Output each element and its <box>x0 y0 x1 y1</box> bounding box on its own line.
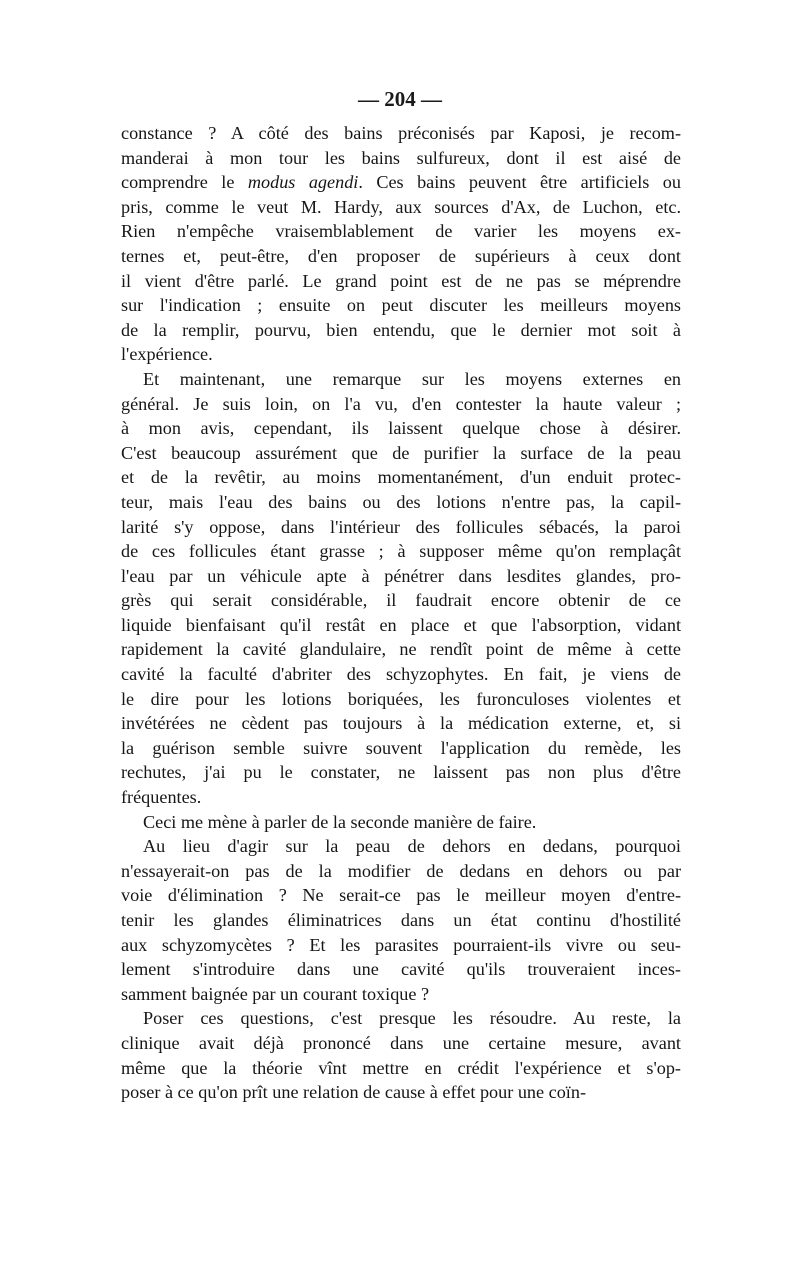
text-line: samment baignée par un courant toxique ? <box>121 983 430 1004</box>
text-line: général. Je suis loin, on l'a vu, d'en contester la haute valeur ; <box>121 393 681 414</box>
text-line: fréquentes. <box>121 787 202 808</box>
text-line: voie d'élimination ? Ne serait-ce pas le meilleur moyen d'entre- <box>121 885 681 906</box>
text-line: manderai à mon tour les bains sulfureux, dont il est aisé de <box>121 147 681 168</box>
text-line: grès qui serait considérable, il faudrait encore obtenir de ce <box>121 590 681 611</box>
text-line: larité s'y oppose, dans l'intérieur des follicules sébacés, la paroi <box>121 516 681 537</box>
text-line: la guérison semble suivre souvent l'application du remède, les <box>121 737 681 758</box>
paragraph <box>121 121 681 367</box>
text-line: pris, comme le veut M. Hardy, aux sources d'Ax, de Luchon, etc. <box>121 196 681 217</box>
text-line: l'eau par un véhicule apte à pénétrer dans lesdites glandes, pro- <box>121 565 681 586</box>
paragraph <box>121 810 681 835</box>
paragraph <box>121 367 681 810</box>
text-line: l'expérience. <box>121 344 213 365</box>
text-line: de la remplir, pourvu, bien entendu, que le dernier mot soit à <box>121 319 681 340</box>
text-line: comprendre le modus agendi. Ces bains peuvent être artificiels ou <box>121 172 681 193</box>
italic-phrase: modus agendi <box>247 172 359 193</box>
text-line: même que la théorie vînt mettre en crédit l'expérience et s'op- <box>121 1057 681 1078</box>
paragraph <box>121 1006 681 1104</box>
text-line: Et maintenant, une remarque sur les moyens externes en <box>143 368 681 389</box>
text-line: Ceci me mène à parler de la seconde manière de faire. <box>143 811 537 832</box>
text-line: n'essayerait-on pas de la modifier de dedans en dehors ou par <box>121 860 681 881</box>
text-line: poser à ce qu'on prît une relation de cause à effet pour une coïn- <box>121 1082 587 1103</box>
text-line: cavité la faculté d'abriter des schyzophytes. En fait, je viens de <box>121 664 681 685</box>
text-line: à mon avis, cependant, ils laissent quelque chose à désirer. <box>121 418 681 439</box>
text-line: rechutes, j'ai pu le constater, ne laissent pas non plus d'être <box>121 762 681 783</box>
text-line: tenir les glandes éliminatrices dans un état continu d'hostilité <box>121 910 681 930</box>
text-line: clinique avait déjà prononcé dans une certaine mesure, avant <box>121 1032 681 1053</box>
paragraph <box>121 834 681 1006</box>
text-line: aux schyzomycètes ? Et les parasites pourraient-ils vivre ou seu- <box>121 934 681 955</box>
text-line: liquide bienfaisant qu'il restât en place et que l'absorption, vidant <box>121 614 681 635</box>
text-line: Au lieu d'agir sur la peau de dehors en dedans, pourquoi <box>143 836 681 857</box>
text-line: teur, mais l'eau des bains ou des lotions n'entre pas, la capil- <box>121 491 681 512</box>
page-number: — 204 — <box>358 87 442 111</box>
text-line: C'est beaucoup assurément que de purifier la surface de la peau <box>121 442 681 463</box>
text-line: de ces follicules étant grasse ; à supposer même qu'on remplaçât <box>121 541 681 562</box>
text-line: ternes et, peut-être, d'en proposer de supérieurs à ceux dont <box>121 245 681 266</box>
text-line: Poser ces questions, c'est presque les résoudre. Au reste, la <box>143 1008 681 1029</box>
text-line: sur l'indication ; ensuite on peut discuter les meilleurs moyens <box>121 295 681 316</box>
text-line: le dire pour les lotions boriquées, les furonculoses violentes et <box>121 688 681 709</box>
text-line: Rien n'empêche vraisemblablement de varier les moyens ex- <box>121 221 681 242</box>
text-line: il vient d'être parlé. Le grand point est de ne pas se méprendre <box>121 270 681 291</box>
text-line: et de la revêtir, au moins momentanément, d'un enduit protec- <box>121 467 681 488</box>
text-line: invétérées ne cèdent pas toujours à la médication externe, et, si <box>121 713 681 734</box>
text-line: lement s'introduire dans une cavité qu'ils trouveraient inces- <box>121 959 681 980</box>
body-text <box>121 121 681 1105</box>
text-line: rapidement la cavité glandulaire, ne rendît point de même à cette <box>121 639 681 660</box>
text-line: constance ? A côté des bains préconisés par Kaposi, je recom- <box>121 123 681 143</box>
